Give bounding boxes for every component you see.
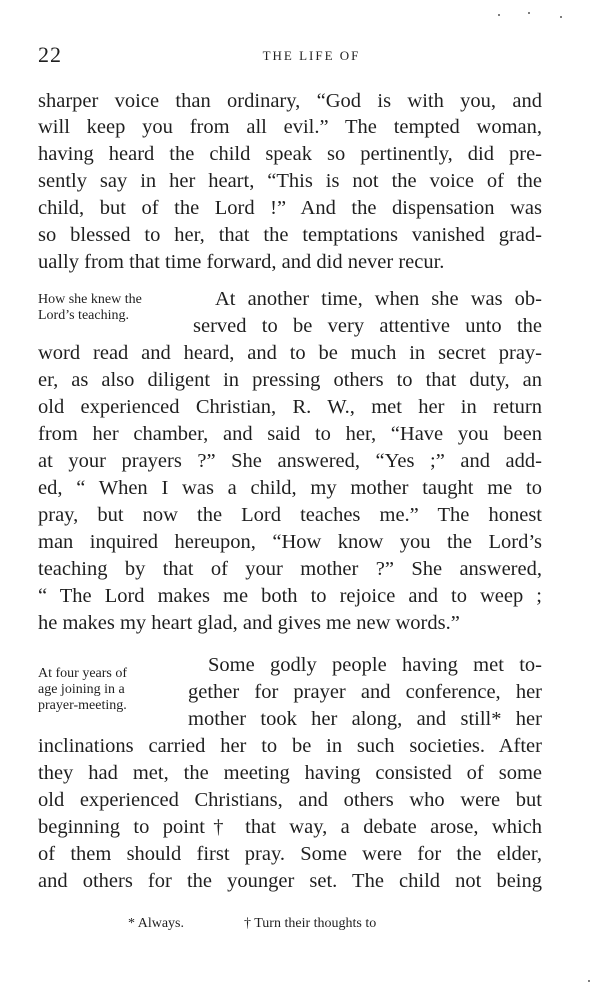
page-speck	[498, 14, 500, 16]
body-line: At another time, when she was ob-	[215, 288, 542, 310]
body-line: they had met, the meeting having consisted of some	[38, 762, 542, 784]
margin-note-line: Lord’s teaching.	[38, 308, 129, 323]
margin-note-line: age joining in a	[38, 682, 125, 697]
footnotes	[0, 916, 599, 936]
body-line: gether for prayer and conference, her	[188, 681, 542, 703]
footnote-always: * Always.	[128, 916, 184, 931]
body-line: pray, but now the Lord teaches me.” The honest	[38, 504, 542, 526]
body-line: inclinations carried her to be in such societies. After	[38, 735, 542, 757]
body-line: word read and heard, and to be much in secret pray-	[38, 342, 542, 364]
running-title: THE LIFE OF	[262, 48, 361, 63]
running-header	[38, 42, 549, 70]
margin-note-line: How she knew the	[38, 292, 142, 307]
body-line: will keep you from all evil.” The tempted woman,	[38, 116, 542, 138]
body-line: man inquired hereupon, “How know you the Lord’s	[38, 531, 542, 553]
page-number: 22	[38, 42, 62, 67]
page-speck	[560, 16, 562, 18]
body-line: child, but of the Lord !” And the dispensation was	[38, 197, 542, 219]
margin-note-line: At four years of	[38, 666, 128, 681]
footnote-turn: † Turn their thoughts to	[244, 916, 377, 931]
margin-note-line: prayer-meeting.	[38, 698, 127, 713]
body-line: from her chamber, and said to her, “Have you been	[38, 423, 542, 445]
body-line: old experienced Christians, and others who were but	[38, 789, 542, 811]
body-line: ed, “ When I was a child, my mother taught me to	[38, 477, 542, 499]
body-line: teaching by that of your mother ?” She answered,	[38, 558, 542, 580]
body-line: ually from that time forward, and did never recur.	[38, 251, 445, 273]
body-line: sharper voice than ordinary, “God is with you, and	[38, 90, 542, 112]
page-speck	[588, 980, 590, 982]
body-line: of them should first pray. Some were for the elder,	[38, 843, 542, 865]
page-speck	[528, 12, 530, 14]
body-line: beginning to point† that way, a debate arose, which	[38, 816, 542, 838]
body-line: old experienced Christian, R. W., met her in return	[38, 396, 542, 418]
body-line: so blessed to her, that the temptations vanished grad-	[38, 224, 542, 246]
body-line: served to be very attentive unto the	[193, 315, 542, 337]
body-line: er, as also diligent in pressing others to that duty, an	[38, 369, 542, 391]
body-line: “ The Lord makes me both to rejoice and to weep ;	[38, 585, 542, 607]
body-line: he makes my heart glad, and gives me new words.”	[38, 612, 460, 634]
body-line: having heard the child speak so pertinently, did pre-	[38, 143, 542, 165]
body-line: Some godly people having met to-	[208, 654, 542, 676]
body-line: and others for the younger set. The child not being	[38, 870, 542, 892]
body-line: sently say in her heart, “This is not the voice of the	[38, 170, 542, 192]
body-line: at your prayers ?” She answered, “Yes ;” and add-	[38, 450, 542, 472]
body-line: mother took her along, and still* her	[188, 708, 542, 730]
